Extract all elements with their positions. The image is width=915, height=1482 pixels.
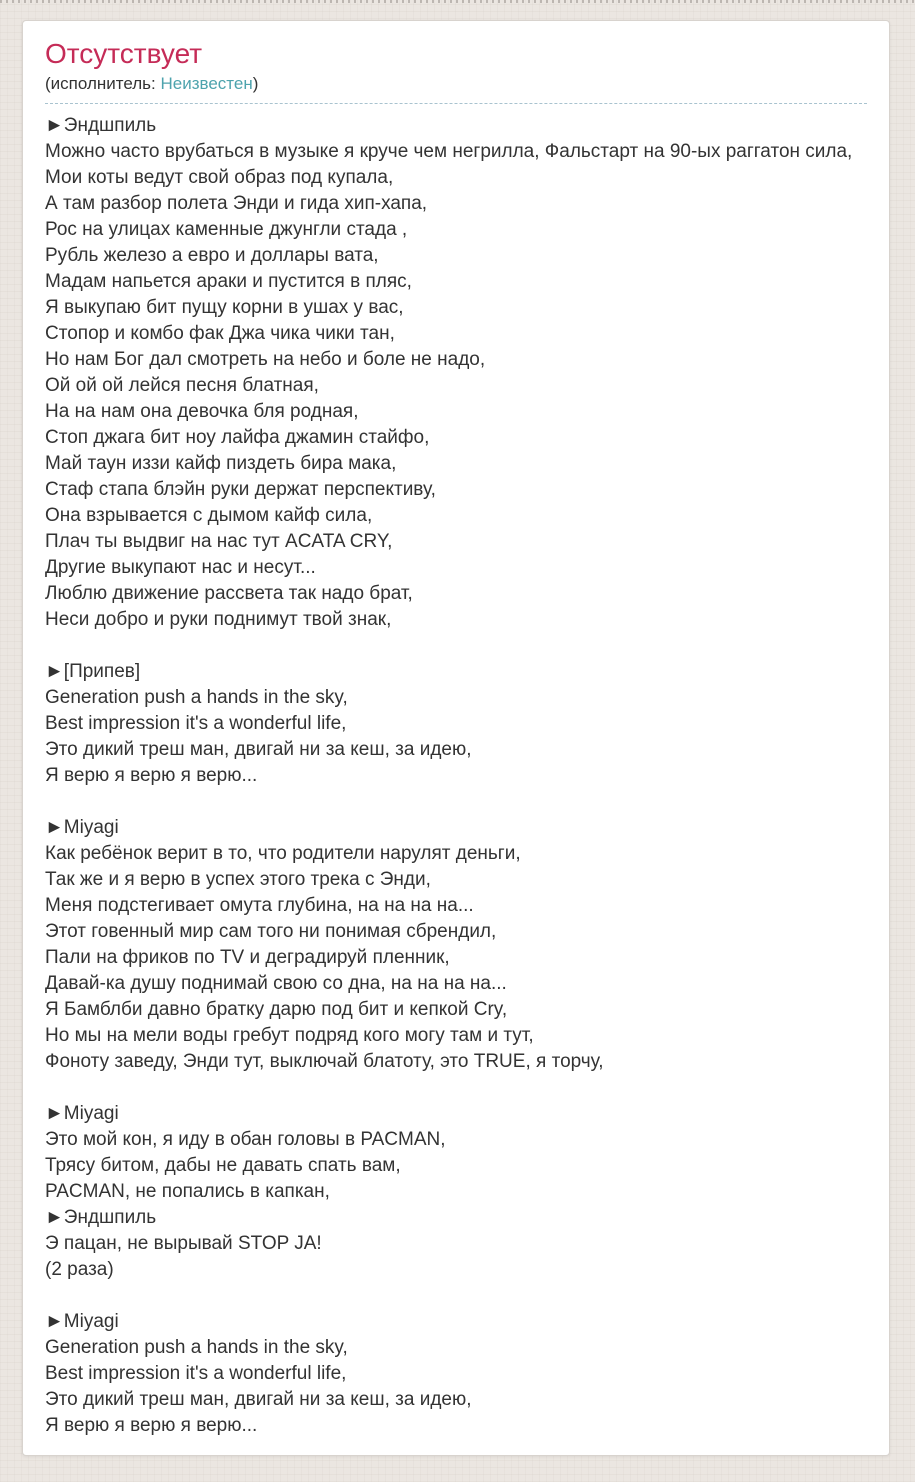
artist-link[interactable]: Неизвестен [160,74,253,93]
lyric-line: PACMAN, не попались в капкан, [45,1181,330,1202]
lyric-line: Best impression it's a wonderful life, [45,1363,347,1384]
lyric-section-header: ►Эндшпиль [45,1207,157,1228]
lyric-line: Плач ты выдвиг на нас тут ACATA CRY, [45,531,393,552]
lyric-line: Э пацан, не вырывай STOP JA! [45,1233,322,1254]
lyric-line: Рубль железо а евро и доллары вата, [45,245,379,266]
lyric-line: Трясу битом, дабы не давать спать вам, [45,1155,401,1176]
lyric-section-header: ►[Припев] [45,661,141,682]
lyric-line: Но мы на мели воды гребут подряд кого могу там и тут, [45,1025,534,1046]
lyric-line: Стоп джага бит ноу лайфа джамин стайфо, [45,427,430,448]
artist-row [45,74,867,94]
lyric-section-header: ►Miyagi [45,1311,119,1332]
lyric-line: Generation push a hands in the sky, [45,687,348,708]
lyric-line: Это мой кон, я иду в обан головы в PACMAN, [45,1129,446,1150]
lyric-blank-line [45,633,867,659]
lyric-line: Можно часто врубаться в музыке я круче чем негрилла, Фальстарт на 90-ых раггатон сила, [45,141,853,162]
lyric-section-header: ►Miyagi [45,1103,119,1124]
lyric-line: Люблю движение рассвета так надо брат, [45,583,413,604]
lyric-blank-line [45,1283,867,1309]
lyric-line: Давай-ка душу поднимай свою со дна, на на на на... [45,973,507,994]
lyric-line: Фоноту заведу, Энди тут, выключай блатоту, это TRUE, я торчу, [45,1051,604,1072]
lyric-line: Это дикий треш ман, двигай ни за кеш, за идею, [45,739,472,760]
song-title: Отсутствует [45,38,203,69]
lyric-line: А там разбор полета Энди и гида хип-хапа, [45,193,428,214]
lyric-blank-line [45,1075,867,1101]
lyric-section-header: ►Эндшпиль [45,115,157,136]
lyric-line: Я Бамблби давно братку дарю под бит и кепкой Cry, [45,999,508,1020]
lyric-line: Рос на улицах каменные джунгли стада , [45,219,408,240]
lyric-line: Как ребёнок верит в то, что родители нарулят деньги, [45,843,521,864]
lyric-line: Стопор и комбо фак Джа чика чики тан, [45,323,395,344]
lyric-line: На на нам она девочка бля родная, [45,401,359,422]
lyrics [45,113,867,1439]
lyric-line: Стаф стапа блэйн руки держат перспективу, [45,479,436,500]
lyric-line: Это дикий треш ман, двигай ни за кеш, за идею, [45,1389,472,1410]
lyric-line: Этот говенный мир сам того ни понимая сбрендил, [45,921,497,942]
page-header [45,38,867,104]
lyric-line: Май таун иззи кайф пиздеть бира мака, [45,453,397,474]
artist-label-suffix: ) [252,74,259,93]
lyric-line: Я верю я верю я верю... [45,1415,258,1436]
lyric-section-header: ►Miyagi [45,817,119,838]
lyric-line: Мои коты ведут свой образ под купала, [45,167,394,188]
lyric-line: Я выкупаю бит пущу корни в ушах у вас, [45,297,404,318]
lyric-line: Я верю я верю я верю... [45,765,258,786]
lyric-line: (2 раза) [45,1259,114,1280]
lyric-line: Она взрывается с дымом кайф сила, [45,505,373,526]
lyric-line: Best impression it's a wonderful life, [45,713,347,734]
artist-label-prefix: (исполнитель: [45,74,161,93]
lyric-line: Мадам напьется араки и пустится в пляс, [45,271,412,292]
lyric-line: Generation push a hands in the sky, [45,1337,348,1358]
lyric-line: Так же и я верю в успех этого трека с Энди, [45,869,431,890]
lyric-line: Пали на фриков по TV и деградируй пленник, [45,947,450,968]
lyrics-card [22,20,890,1456]
lyric-line: Неси добро и руки поднимут твой знак, [45,609,392,630]
lyric-line: Другие выкупают нас и несут... [45,557,316,578]
lyric-line: Но нам Бог дал смотреть на небо и боле не надо, [45,349,486,370]
lyric-line: Ой ой ой лейся песня блатная, [45,375,319,396]
page-top-texture [0,0,915,3]
lyric-line: Меня подстегивает омута глубина, на на на на... [45,895,474,916]
lyric-blank-line [45,789,867,815]
